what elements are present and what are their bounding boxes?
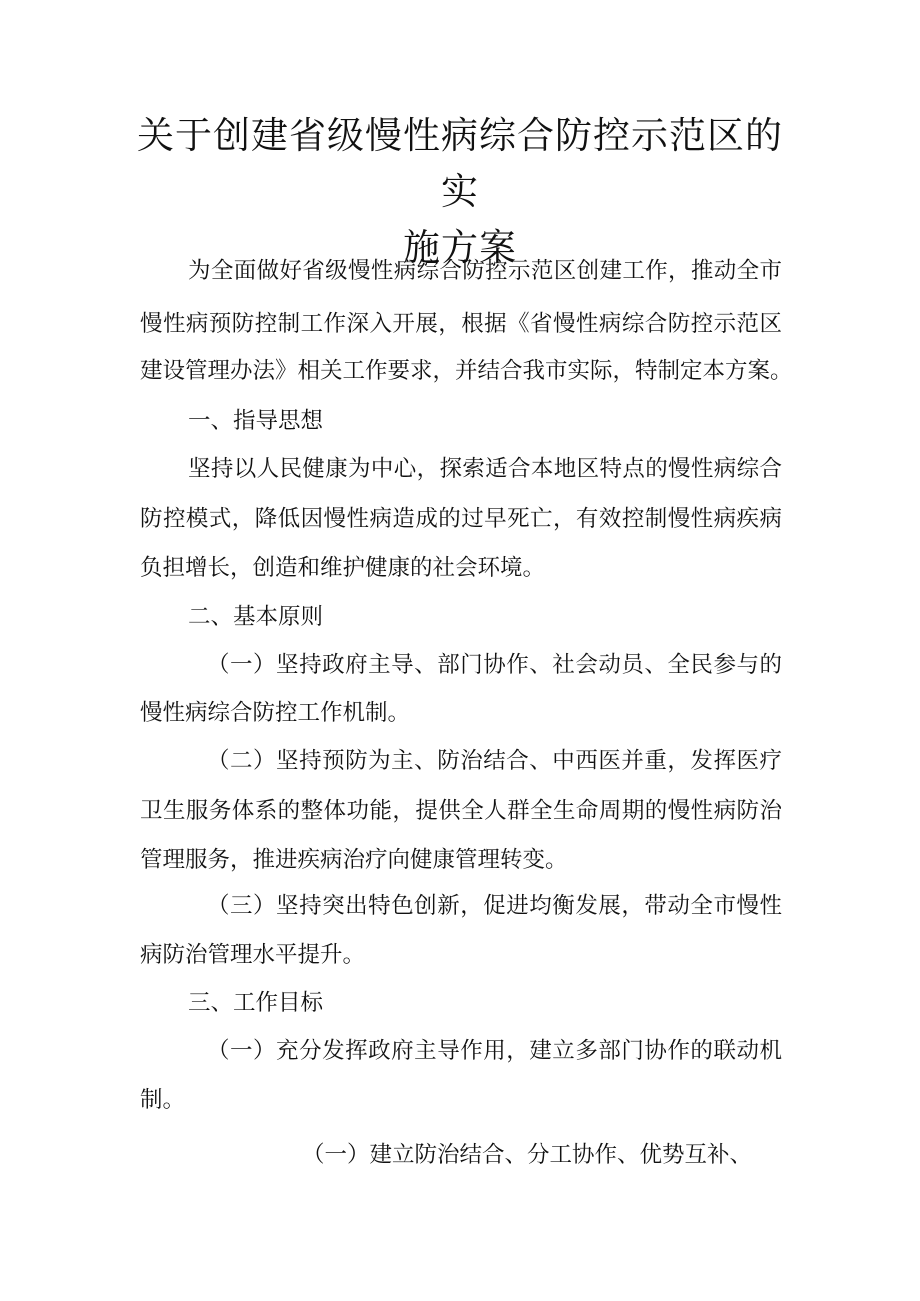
section-heading: 三、工作目标 bbox=[188, 990, 324, 1016]
title-line-2: 施方案 bbox=[403, 226, 517, 269]
paragraph-line: 卫生服务体系的整体功能，提供全人群全生命周期的慢性病防治 bbox=[140, 798, 782, 824]
paragraph-line: 管理服务，推进疾病治疗向健康管理转变。 bbox=[140, 847, 568, 873]
paragraph-line: （三）坚持突出特色创新，促进均衡发展，带动全市慢性 bbox=[207, 893, 782, 919]
paragraph-line: 建设管理办法》相关工作要求，并结合我市实际，特制定本方案。 bbox=[140, 358, 793, 384]
paragraph-line: （一）建立防治结合、分工协作、优势互补、 bbox=[302, 1142, 753, 1168]
paragraph-line: 防控模式，降低因慢性病造成的过早死亡，有效控制慢性病疾病 bbox=[140, 506, 782, 532]
paragraph-line: 病防治管理水平提升。 bbox=[140, 942, 366, 968]
section-heading: 二、基本原则 bbox=[188, 604, 324, 630]
paragraph-line: 制。 bbox=[140, 1087, 186, 1113]
paragraph-line: （二）坚持预防为主、防治结合、中西医并重，发挥医疗 bbox=[207, 748, 782, 774]
section-heading: 一、指导思想 bbox=[188, 408, 324, 434]
paragraph-line: （一）充分发挥政府主导作用，建立多部门协作的联动机 bbox=[207, 1038, 782, 1064]
paragraph-line: 慢性病预防控制工作深入开展，根据《省慢性病综合防控示范区 bbox=[140, 311, 782, 337]
paragraph-line: 慢性病综合防控工作机制。 bbox=[140, 700, 411, 726]
paragraph-line: （一）坚持政府主导、部门协作、社会动员、全民参与的 bbox=[207, 652, 782, 678]
title-line-1: 关于创建省级慢性病综合防控示范区的实 bbox=[137, 114, 783, 213]
paragraph-line: 为全面做好省级慢性病综合防控示范区创建工作，推动全市 bbox=[188, 258, 782, 284]
paragraph-line: 负担增长，创造和维护健康的社会环境。 bbox=[140, 555, 546, 581]
document-title bbox=[120, 108, 800, 276]
paragraph-line: 坚持以人民健康为中心，探索适合本地区特点的慢性病综合 bbox=[188, 456, 782, 482]
